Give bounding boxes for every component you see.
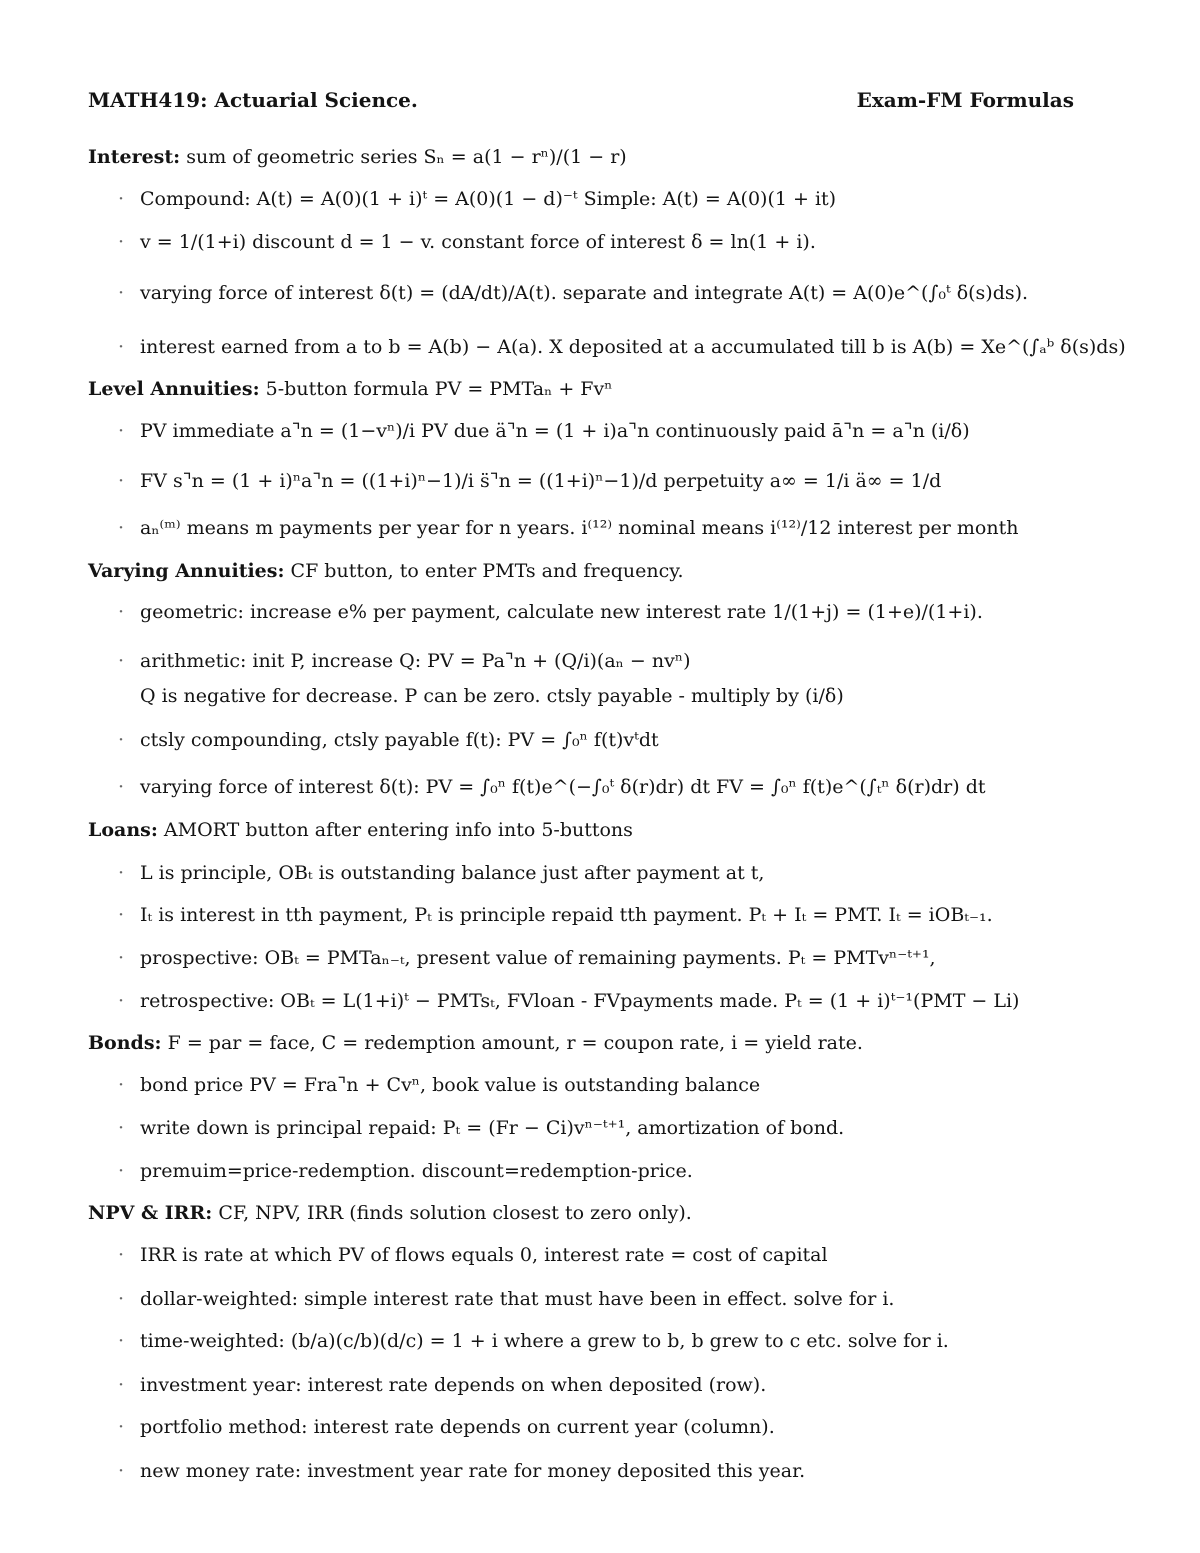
list-item — [118, 776, 1088, 798]
section-loans — [88, 819, 1088, 841]
list-item — [118, 1416, 1088, 1438]
item-text: ctsly compounding, ctsly payable f(t): PV = ∫₀ⁿ f(t)vᵗdt — [140, 729, 659, 751]
list-item — [118, 1117, 1088, 1139]
list-item — [118, 904, 1088, 926]
section-npv-irr — [88, 1202, 1088, 1224]
item-text: bond price PV = Fra⌝n + Cvⁿ, book value is outstanding balance — [140, 1074, 761, 1096]
list-item-continuation — [140, 685, 1088, 707]
list-item — [118, 188, 1088, 210]
item-text: time-weighted: (b/a)(c/b)(d/c) = 1 + i where a grew to b, b grew to c etc. solve for i. — [140, 1330, 949, 1352]
item-text: arithmetic: init P, increase Q: PV = Pa⌝n + (Q/i)(aₙ − nvⁿ) — [140, 650, 691, 672]
item-text: aₙ⁽ᵐ⁾ means m payments per year for n years. i⁽¹²⁾ nominal means i⁽¹²⁾/12 interest per month — [140, 517, 1019, 539]
section-intro: CF, NPV, IRR (finds solution closest to zero only). — [218, 1202, 692, 1224]
bullet-icon: · — [118, 601, 125, 623]
list-item — [118, 1460, 1088, 1482]
list-item — [118, 990, 1088, 1012]
item-text: write down is principal repaid: Pₜ = (Fr − Ci)vⁿ⁻ᵗ⁺¹, amortization of bond. — [140, 1117, 845, 1139]
bullet-icon: · — [118, 862, 125, 884]
section-bonds — [88, 1032, 1088, 1054]
item-text: varying force of interest δ(t) = (dA/dt)/A(t). separate and integrate A(t) = A(0)e^(∫₀ᵗ δ(s)ds). — [140, 282, 1029, 304]
section-intro: sum of geometric series Sₙ = a(1 − rⁿ)/(1 − r) — [186, 146, 627, 168]
section-heading: Loans: — [88, 819, 158, 841]
section-intro: AMORT button after entering info into 5-buttons — [163, 819, 633, 841]
document-title: Exam-FM Formulas — [856, 88, 1074, 112]
item-text: dollar-weighted: simple interest rate that must have been in effect. solve for i. — [140, 1288, 895, 1310]
list-item — [118, 336, 1126, 358]
section-level-annuities — [88, 378, 1088, 400]
item-text: varying force of interest δ(t): PV = ∫₀ⁿ f(t)e^(−∫₀ᵗ δ(r)dr) dt FV = ∫₀ⁿ f(t)e^(∫ₜⁿ δ(r)dr) dt — [140, 776, 986, 798]
section-intro: CF button, to enter PMTs and frequency. — [290, 560, 684, 582]
bullet-icon: · — [118, 188, 125, 210]
item-text: IRR is rate at which PV of flows equals 0, interest rate = cost of capital — [140, 1244, 828, 1266]
item-text: Iₜ is interest in tth payment, Pₜ is principle repaid tth payment. Pₜ + Iₜ = PMT. Iₜ = iOBₜ₋₁. — [140, 904, 993, 926]
bullet-icon: · — [118, 947, 125, 969]
bullet-icon: · — [118, 904, 125, 926]
item-text: new money rate: investment year rate for money deposited this year. — [140, 1460, 806, 1482]
list-item — [118, 420, 1088, 442]
page-header — [88, 88, 1074, 116]
list-item — [118, 862, 1088, 884]
bullet-icon: · — [118, 1460, 125, 1482]
item-text: Q is negative for decrease. P can be zero. ctsly payable - multiply by (i/δ) — [140, 685, 844, 707]
section-heading: Level Annuities: — [88, 378, 260, 400]
list-item — [118, 1288, 1088, 1310]
course-title: MATH419: Actuarial Science. — [88, 88, 418, 112]
list-item — [118, 1374, 1088, 1396]
list-item — [118, 1160, 1088, 1182]
section-interest — [88, 146, 1088, 168]
list-item — [118, 601, 1088, 623]
bullet-icon: · — [118, 336, 125, 358]
section-heading: NPV & IRR: — [88, 1202, 213, 1224]
bullet-icon: · — [118, 1117, 125, 1139]
bullet-icon: · — [118, 776, 125, 798]
section-intro: F = par = face, C = redemption amount, r = coupon rate, i = yield rate. — [167, 1032, 863, 1054]
list-item — [118, 282, 1088, 304]
bullet-icon: · — [118, 1074, 125, 1096]
section-heading: Bonds: — [88, 1032, 162, 1054]
bullet-icon: · — [118, 1416, 125, 1438]
item-text: L is principle, OBₜ is outstanding balance just after payment at t, — [140, 862, 765, 884]
list-item — [118, 231, 1088, 253]
list-item — [118, 947, 1088, 969]
bullet-icon: · — [118, 282, 125, 304]
bullet-icon: · — [118, 420, 125, 442]
section-varying-annuities — [88, 560, 1088, 582]
list-item — [118, 1074, 1088, 1096]
section-heading: Interest: — [88, 146, 181, 168]
bullet-icon: · — [118, 1160, 125, 1182]
section-heading: Varying Annuities: — [88, 560, 285, 582]
list-item — [118, 1330, 1088, 1352]
item-text: geometric: increase e% per payment, calculate new interest rate 1/(1+j) = (1+e)/(1+i). — [140, 601, 983, 623]
bullet-icon: · — [118, 1244, 125, 1266]
bullet-icon: · — [118, 990, 125, 1012]
item-text: prospective: OBₜ = PMTaₙ₋ₜ, present value of remaining payments. Pₜ = PMTvⁿ⁻ᵗ⁺¹, — [140, 947, 936, 969]
section-intro: 5-button formula PV = PMTaₙ + Fvⁿ — [265, 378, 613, 400]
bullet-icon: · — [118, 470, 125, 492]
item-text: FV s⌝n = (1 + i)ⁿa⌝n = ((1+i)ⁿ−1)/i s̈⌝n = ((1+i)ⁿ−1)/d perpetuity a∞ = 1/i ä∞ = 1/d — [140, 470, 942, 492]
item-text: investment year: interest rate depends on when deposited (row). — [140, 1374, 767, 1396]
item-text: premuim=price-redemption. discount=redemption-price. — [140, 1160, 693, 1182]
list-item — [118, 650, 1088, 672]
list-item — [118, 517, 1088, 539]
list-item — [118, 729, 1088, 751]
item-text: PV immediate a⌝n = (1−vⁿ)/i PV due ä⌝n = (1 + i)a⌝n continuously paid ā⌝n = a⌝n (i/δ) — [140, 420, 970, 442]
item-text: v = 1/(1+i) discount d = 1 − v. constant force of interest δ = ln(1 + i). — [140, 231, 816, 253]
bullet-icon: · — [118, 650, 125, 672]
list-item — [118, 1244, 1088, 1266]
item-text: interest earned from a to b = A(b) − A(a). X deposited at a accumulated till b is A(b) = Xe^(∫ₐᵇ δ(s)ds) — [140, 336, 1126, 358]
bullet-icon: · — [118, 517, 125, 539]
bullet-icon: · — [118, 1288, 125, 1310]
list-item — [118, 470, 1088, 492]
bullet-icon: · — [118, 231, 125, 253]
item-text: Compound: A(t) = A(0)(1 + i)ᵗ = A(0)(1 − d)⁻ᵗ Simple: A(t) = A(0)(1 + it) — [140, 188, 837, 210]
bullet-icon: · — [118, 729, 125, 751]
bullet-icon: · — [118, 1330, 125, 1352]
item-text: retrospective: OBₜ = L(1+i)ᵗ − PMTsₜ, FVloan - FVpayments made. Pₜ = (1 + i)ᵗ⁻¹(PMT − Li) — [140, 990, 1020, 1012]
bullet-icon: · — [118, 1374, 125, 1396]
item-text: portfolio method: interest rate depends on current year (column). — [140, 1416, 775, 1438]
